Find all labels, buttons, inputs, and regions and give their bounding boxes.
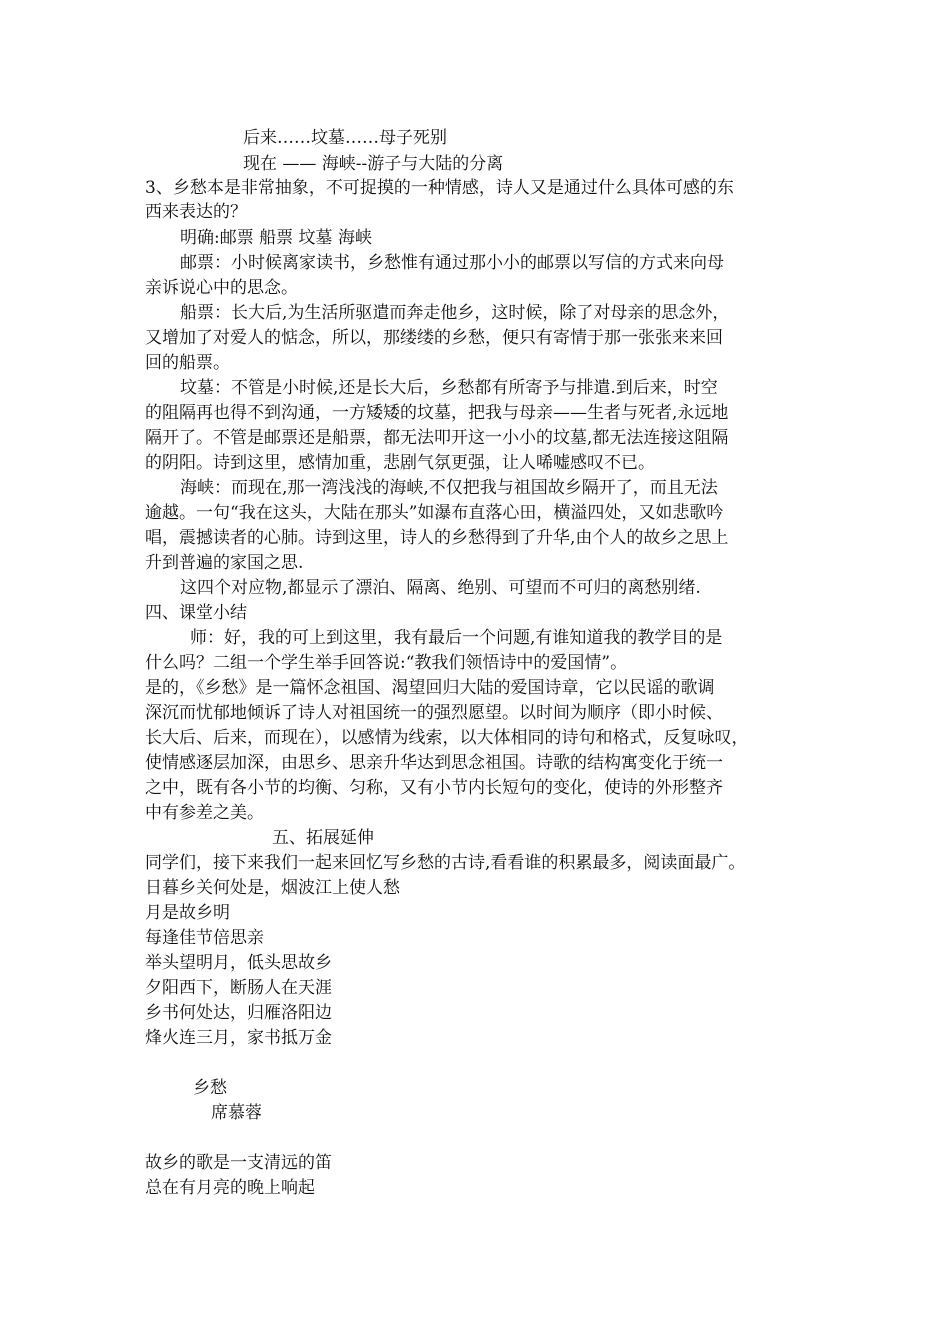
text-line: 的阴阳。诗到这里，感情加重，悲剧气氛更强，让人唏嘘感叹不已。 xyxy=(145,453,655,473)
text-line: 邮票：小时候离家读书，乡愁惟有通过那小小的邮票以写信的方式来向母 xyxy=(180,253,724,273)
poem-line: 烽火连三月，家书抵万金 xyxy=(145,1028,332,1048)
poem-author: 席慕蓉 xyxy=(211,1103,262,1123)
text-line: 这四个对应物,都显示了漂泊、隔离、绝别、可望而不可归的离愁别绪. xyxy=(180,578,701,598)
text-line: 深沉而忧郁地倾诉了诗人对祖国统一的强烈愿望。以时间为顺序（即小时候、 xyxy=(145,703,723,723)
poem-line: 故乡的歌是一支清远的笛 xyxy=(145,1153,332,1173)
section-heading: 五、拓展延伸 xyxy=(272,828,374,848)
poem-line: 举头望明月，低头思故乡 xyxy=(145,953,332,973)
text-line: 同学们，接下来我们一起来回忆写乡愁的古诗,看看谁的积累最多，阅读面最广。 xyxy=(145,853,746,873)
text-line: 明确:邮票 船票 坟墓 海峡 xyxy=(180,228,372,248)
text-line: 3、乡愁本是非常抽象，不可捉摸的一种情感，诗人又是通过什么具体可感的东 xyxy=(145,178,734,198)
text-line: 中有参差之美。 xyxy=(145,803,264,823)
text-line: 隔开了。不管是邮票还是船票，都无法叩开这一小小的坟墓,都无法连接这阻隔 xyxy=(145,428,729,448)
poem-line: 月是故乡明 xyxy=(145,903,230,923)
text-line: 又增加了对爱人的惦念，所以，那缕缕的乡愁，便只有寄情于那一张张来来回 xyxy=(145,328,723,348)
section-heading: 四、课堂小结 xyxy=(145,603,247,623)
poem-line: 每逢佳节倍思亲 xyxy=(145,928,264,948)
text-line: 升到普遍的家国之思. xyxy=(145,553,304,573)
text-line: 长大后、后来，而现在），以感情为线索，以大体相同的诗句和格式，反复咏叹， xyxy=(145,728,749,748)
text-line: 逾越。一句“我在这头，大陆在那头”如瀑布直落心田，横溢四处，又如悲歌吟 xyxy=(145,503,724,523)
text-line: 师：好，我的可上到这里，我有最后一个问题,有谁知道我的教学目的是 xyxy=(190,628,723,648)
text-line: 现在 —— 海峡--游子与大陆的分离 xyxy=(243,154,504,174)
text-line: 后来……坟墓……母子死别 xyxy=(243,128,447,148)
text-line: 回的船票。 xyxy=(145,353,230,373)
text-line: 船票：长大后,为生活所驱遣而奔走他乡，这时候，除了对母亲的思念外， xyxy=(180,303,730,323)
poem-line: 日暮乡关何处是，烟波江上使人愁 xyxy=(145,878,400,898)
text-line: 是的，《乡愁》是一篇怀念祖国、渴望回归大陆的爱国诗章，它以民谣的歌调 xyxy=(145,678,715,698)
text-line: 什么吗？二组一个学生举手回答说:“教我们领悟诗中的爱国情”。 xyxy=(145,653,628,673)
text-line: 海峡：而现在,那一湾浅浅的海峡,不仅把我与祖国故乡隔开了，而且无法 xyxy=(180,478,718,498)
poem-line: 总在有月亮的晚上响起 xyxy=(145,1178,315,1198)
text-line: 亲诉说心中的思念。 xyxy=(145,278,298,298)
poem-title: 乡愁 xyxy=(193,1078,227,1098)
poem-line: 乡书何处达，归雁洛阳边 xyxy=(145,1003,332,1023)
poem-line: 夕阳西下，断肠人在天涯 xyxy=(145,978,332,998)
text-line: 之中，既有各小节的均衡、匀称，又有小节内长短句的变化，使诗的外形整齐 xyxy=(145,778,723,798)
text-line: 西来表达的？ xyxy=(145,202,247,222)
text-line: 坟墓：不管是小时候,还是长大后，乡愁都有所寄予与排遣.到后来，时空 xyxy=(180,378,718,398)
text-line: 的阻隔再也得不到沟通，一方矮矮的坟墓，把我与母亲——生者与死者,永远地 xyxy=(145,403,729,423)
text-line: 唱，震撼读者的心肺。诗到这里，诗人的乡愁得到了升华,由个人的故乡之思上 xyxy=(145,528,729,548)
text-line: 使情感逐层加深，由思乡、思亲升华达到思念祖国。诗歌的结构寓变化于统一 xyxy=(145,753,723,773)
